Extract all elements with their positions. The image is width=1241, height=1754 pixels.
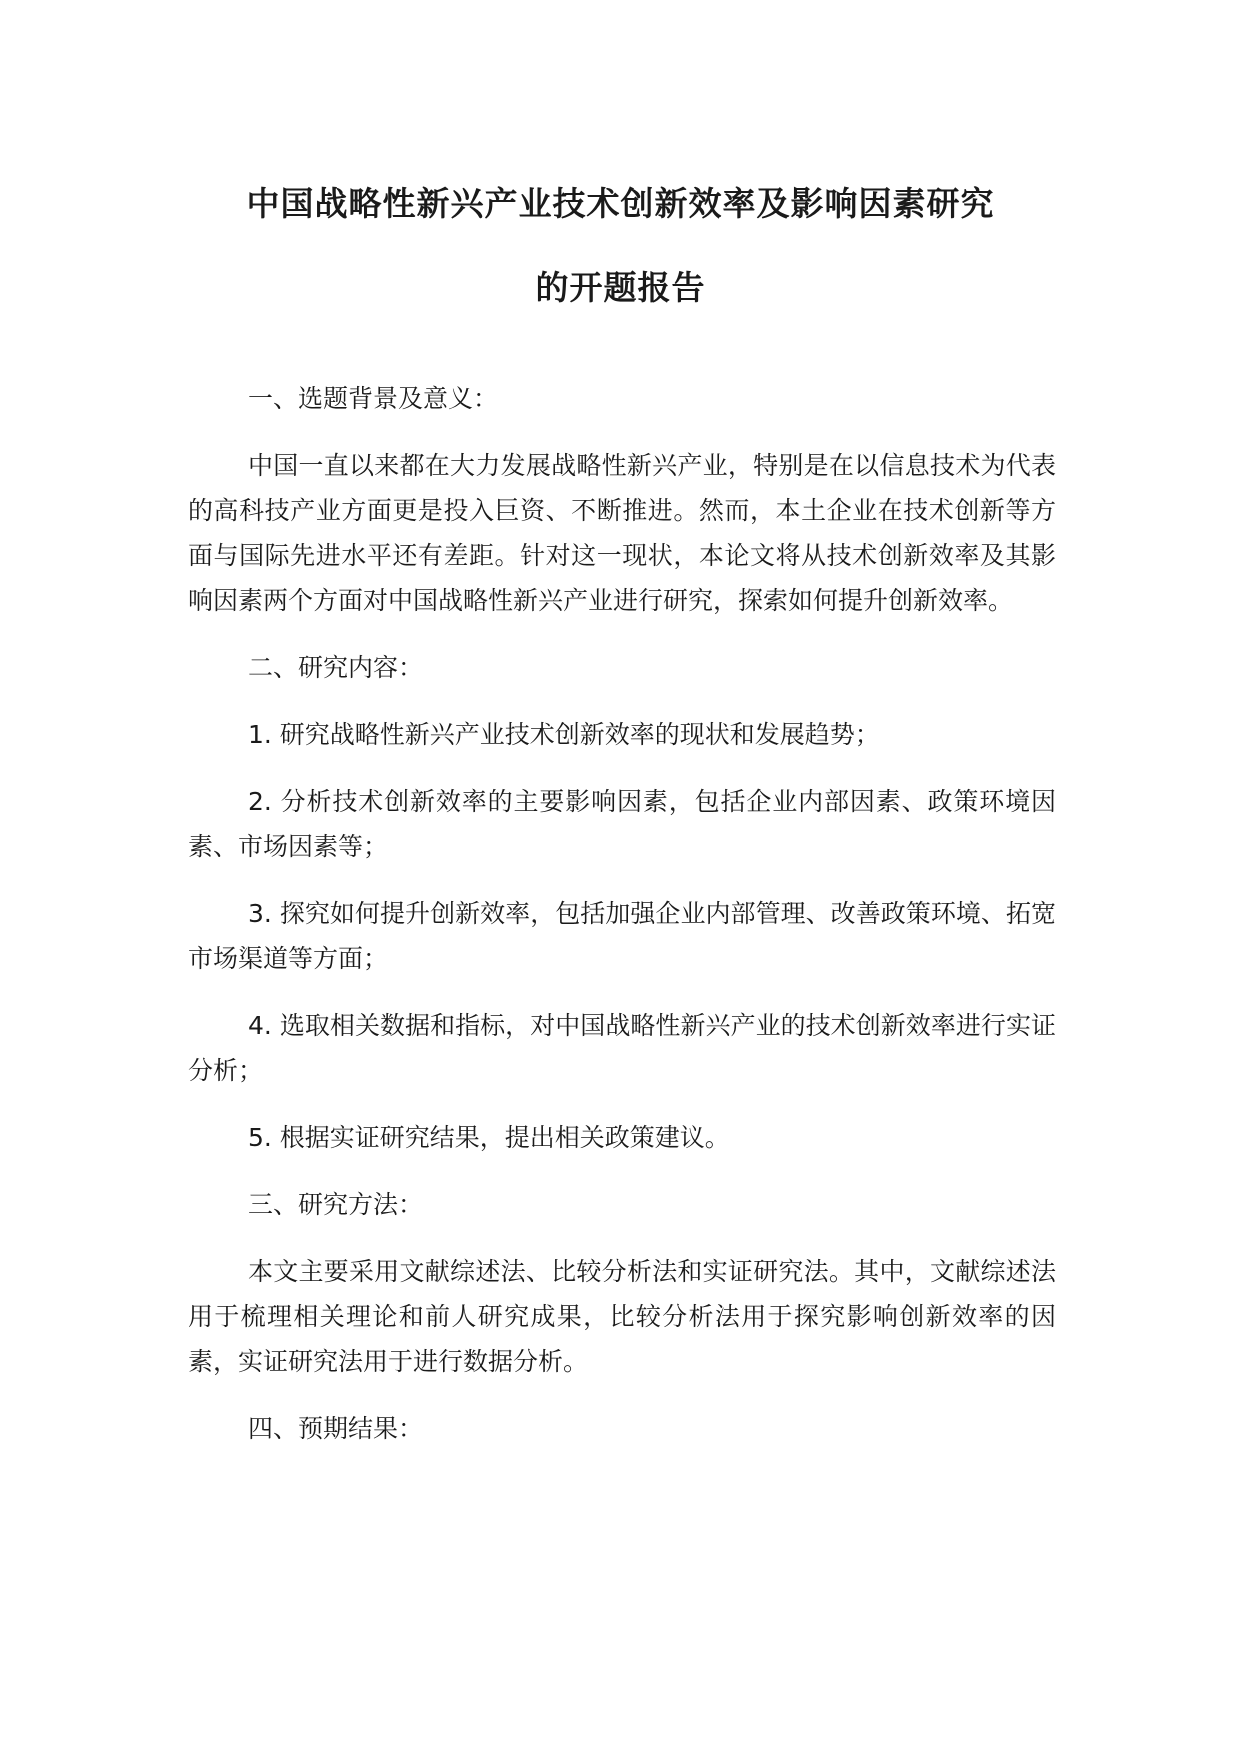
section-heading-content: 二、研究内容：	[248, 653, 424, 682]
list-item-content-2: 2. 分析技术创新效率的主要影响因素，包括企业内部因素、政策环境因素、市场因素等；	[188, 787, 1056, 861]
section-heading-expected-results: 四、预期结果：	[248, 1414, 424, 1443]
section-heading-background: 一、选题背景及意义：	[248, 384, 499, 413]
paragraph-methods: 本文主要采用文献综述法、比较分析法和实证研究法。其中，文献综述法用于梳理相关理论和前人研究成果，比较分析法用于探究影响创新效率的因素，实证研究法用于进行数据分析。	[188, 1257, 1056, 1376]
document-title-line-2: 的开题报告	[535, 268, 706, 307]
list-item-content-1: 1. 研究战略性新兴产业技术创新效率的现状和发展趋势；	[248, 720, 880, 749]
list-item-content-3: 3. 探究如何提升创新效率，包括加强企业内部管理、改善政策环境、拓宽市场渠道等方面；	[188, 899, 1056, 973]
section-heading-methods: 三、研究方法：	[248, 1190, 424, 1219]
list-item-content-5: 5. 根据实证研究结果，提出相关政策建议。	[248, 1123, 730, 1152]
document-title-line-1: 中国战略性新兴产业技术创新效率及影响因素研究	[246, 184, 995, 223]
document-body	[188, 376, 1056, 1473]
list-item-content-4: 4. 选取相关数据和指标，对中国战略性新兴产业的技术创新效率进行实证分析；	[188, 1011, 1056, 1085]
paragraph-background: 中国一直以来都在大力发展战略性新兴产业，特别是在以信息技术为代表的高科技产业方面更是投入巨资、不断推进。然而，本土企业在技术创新等方面与国际先进水平还有差距。针对这一现状，本论文将从技术创新效率及其影响因素两个方面对中国战略性新兴产业进行研究，探索如何提升创新效率。	[188, 451, 1056, 615]
